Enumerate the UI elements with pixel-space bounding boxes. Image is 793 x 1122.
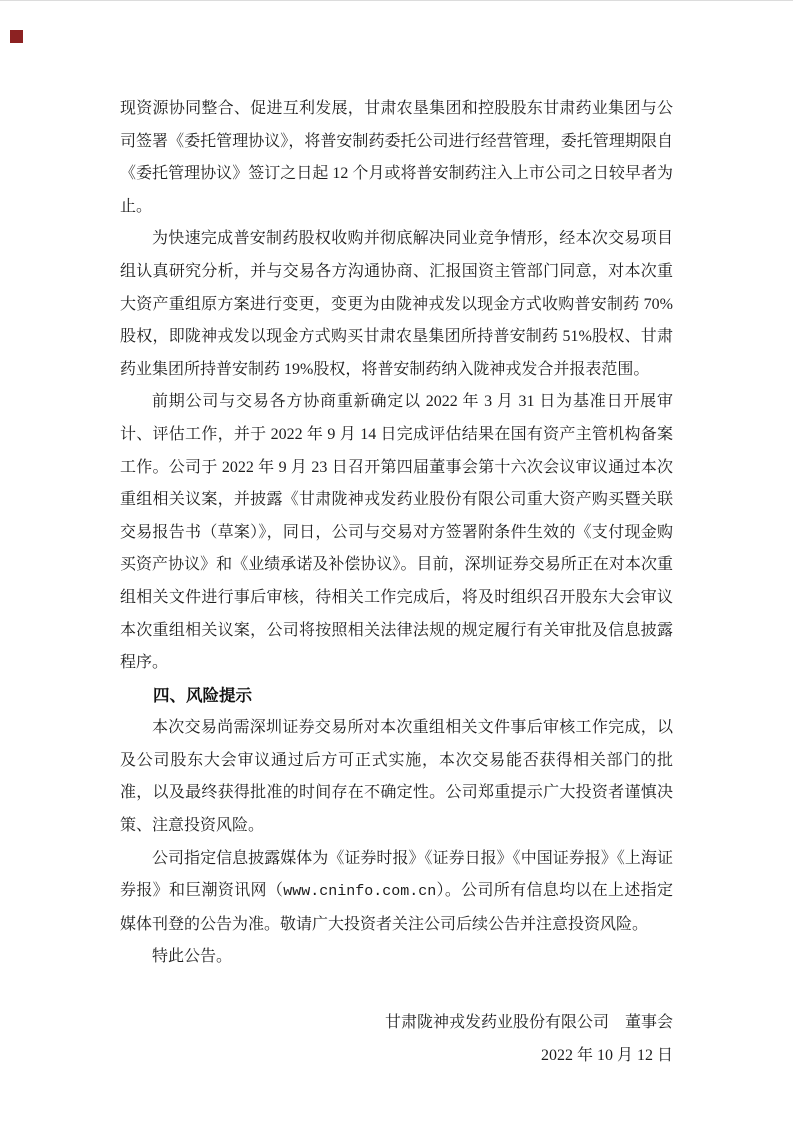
body-paragraph-2: 为快速完成普安制药股权收购并彻底解决同业竞争情形，经本次交易项目组认真研究分析，并与交易各方沟通协商、汇报国资主管部门同意，对本次重大资产重组原方案进行变更，变更为由陇神戎发以现金方式收购普安制药 70%股权，即陇神戎发以现金方式购买甘肃农垦集团所持普安制药 51%股权、甘肃药业集团所持普安制药 19%股权，将普安制药纳入陇神戎发合并报表范围。 [120, 230, 673, 378]
signature-company-line: 甘肃陇神戎发药业股份有限公司 董事会 [384, 1014, 673, 1032]
section-heading-risk-notice: 四、风险提示 [153, 686, 252, 705]
signature-spacer [120, 974, 673, 1007]
body-paragraph-1: 现资源协同整合、促进互利发展，甘肃农垦集团和控股股东甘肃药业集团与公司签署《委托管理协议》，将普安制药委托公司进行经营管理，委托管理期限自《委托管理协议》签订之日起 12 个月或将普安制药注入上市公司之日较早者为止。 [120, 100, 673, 215]
body-paragraph-3: 前期公司与交易各方协商重新确定以 2022 年 3 月 31 日为基准日开展审计、评估工作，并于 2022 年 9 月 14 日完成评估结果在国有资产主管机构备案工作。公司于 2022 年 9 月 23 日召开第四届董事会第十六次会议审议通过本次重组相关议案，并披露《甘肃陇神戎发药业股份有限公司重大资产购买暨关联交易报告书（草案）》，同日，公司与交易对方签署附条件生效的《支付现金购买资产协议》和《业绩承诺及补偿协议》。目前，深圳证券交易所正在对本次重组相关文件进行事后审核，待相关工作完成后，将及时组织召开股东大会审议本次重组相关议案，公司将按照相关法律法规的规定履行有关审批及信息披露程序。 [120, 393, 673, 672]
signature-date-line: 2022 年 10 月 12 日 [540, 1046, 673, 1064]
closing-statement: 特此公告。 [152, 948, 233, 966]
media-paragraph-before-url: 公司指定信息披露媒体为《证券时报》《证券日报》《中国证券报》《上海证券报》和巨潮资讯网（ [120, 849, 673, 900]
media-paragraph-after-url: ）。公司所有信息均以在上述指定媒体刊登的公告为准。敬请广大投资者关注公司后续公告并注意投资风险。 [120, 882, 673, 933]
body-paragraph-media [120, 843, 673, 942]
body-paragraph-4: 本次交易尚需深圳证券交易所对本次重组相关文件事后审核工作完成，以及公司股东大会审议通过后方可正式实施，本次交易能否获得相关部门的批准，以及最终获得批准的时间存在不确定性。公司郑重提示广大投资者谨慎决策、注意投资风险。 [120, 719, 673, 835]
cninfo-url-text: www.cninfo.com.cn [283, 883, 437, 901]
